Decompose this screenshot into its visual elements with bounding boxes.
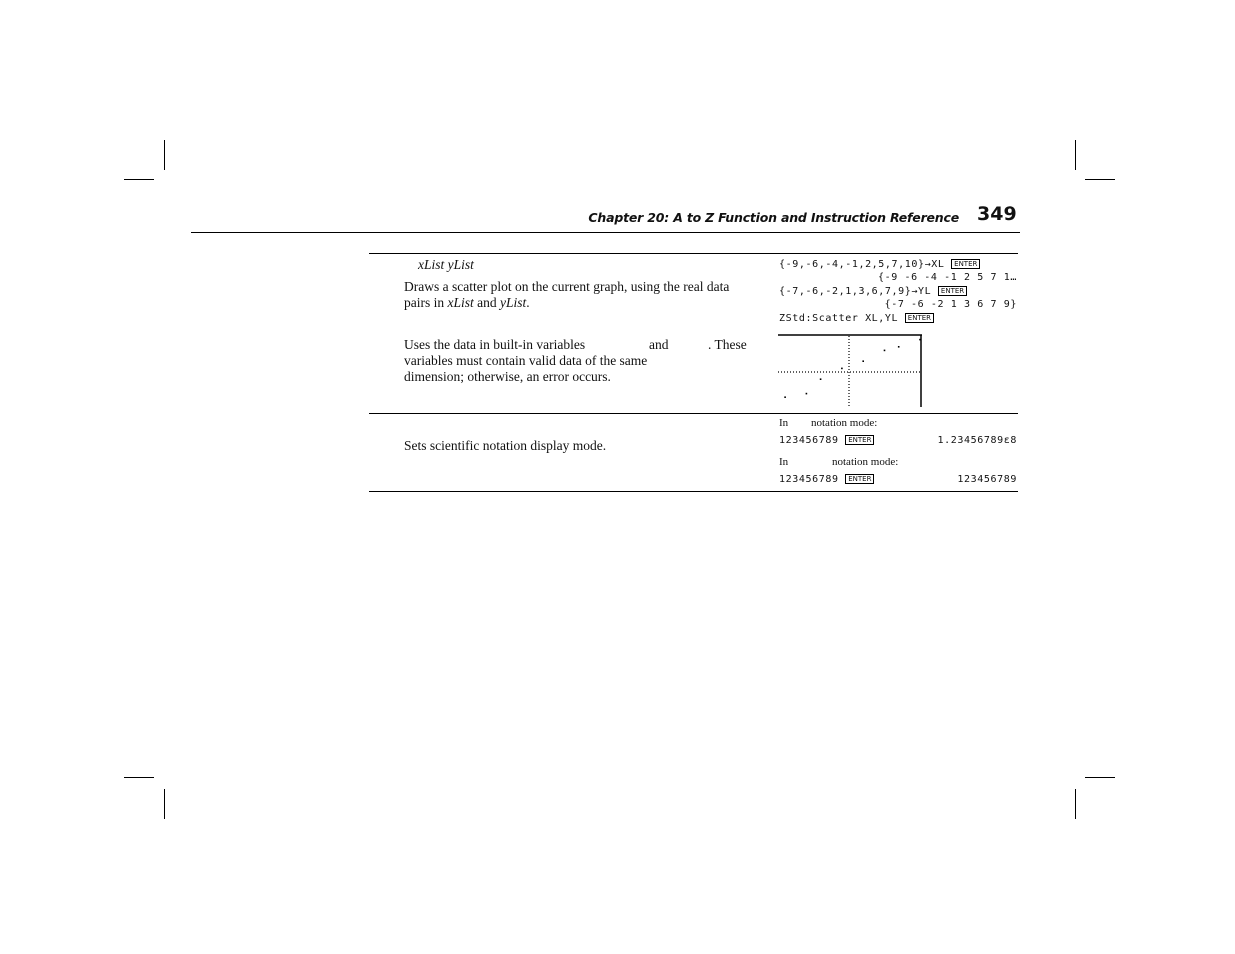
example-line2 [779,286,967,297]
scatter-point [919,339,921,341]
sci-example2-in: In [779,456,789,468]
example-cmd1: {-9,-6,-4,-1,2,5,7,10}→XL [779,259,945,270]
scatter-note-line2: variables must contain valid data of the same [404,353,648,368]
enter-key: ENTER [951,259,980,269]
sci-example1-result: 1.23456789ε8 [937,435,1017,446]
example-line1 [779,259,980,270]
crop-mark [124,179,154,180]
page-number: 349 [977,203,1017,225]
desc-and: and [473,295,501,310]
desc-xlist: xList [447,295,474,310]
example-line3 [779,313,934,324]
example-result2: {-7 -6 -2 1 3 6 7 9} [884,299,1017,310]
scatter-description [404,279,756,311]
header-rule [191,232,1020,233]
scatter-point [820,378,822,380]
chapter-title: Chapter 20: A to Z Function and Instruction Reference [588,210,959,225]
desc-end: . [526,295,530,310]
desc-text: Draws a scatter plot on the current graph, using the real data pairs in [404,279,730,310]
scatter-note-line3: dimension; otherwise, an error occurs. [404,369,611,384]
sci-example2-input [779,474,874,485]
enter-key: ENTER [938,286,967,296]
example-cmd2: {-7,-6,-2,1,3,6,7,9}→YL [779,286,932,297]
crop-mark [1085,179,1115,180]
scatter-point [884,350,886,352]
sci-example1-mode: notation mode: [811,417,878,429]
sci-example2-mode: notation mode: [832,456,899,468]
sci-example2-result: 123456789 [957,474,1017,485]
crop-mark [1085,777,1115,778]
scatter-note-line1a: Uses the data in built-in variables [404,337,586,352]
desc-ylist: yList [500,295,527,310]
table-top-rule [369,253,1018,254]
table-row-divider [369,413,1018,414]
scatter-plot-screen [778,334,923,408]
crop-mark [124,777,154,778]
crop-mark [1075,140,1076,170]
scatter-point [806,393,808,395]
crop-mark [1075,789,1076,819]
example-result1: {-9 -6 -4 -1 2 5 7 1… [877,272,1017,283]
scatter-syntax: xList yList [418,257,474,272]
sci-input1: 123456789 [779,435,839,446]
scatter-point [862,360,864,362]
sci-example1-input [779,435,874,446]
scatter-point [784,396,786,398]
crop-mark [164,140,165,170]
crop-mark [164,789,165,819]
enter-key: ENTER [845,474,874,484]
scatter-note-and: and [649,337,669,352]
sci-input2: 123456789 [779,474,839,485]
enter-key: ENTER [845,435,874,445]
scatter-point [841,368,843,370]
enter-key: ENTER [905,313,934,323]
example-cmd3: ZStd:Scatter XL,YL [779,313,899,324]
table-bottom-rule [369,491,1018,492]
sci-example1-in: In [779,417,789,429]
scatter-point [898,346,900,348]
sci-description: Sets scientific notation display mode. [404,438,607,453]
scatter-note-these: . These [708,337,747,352]
